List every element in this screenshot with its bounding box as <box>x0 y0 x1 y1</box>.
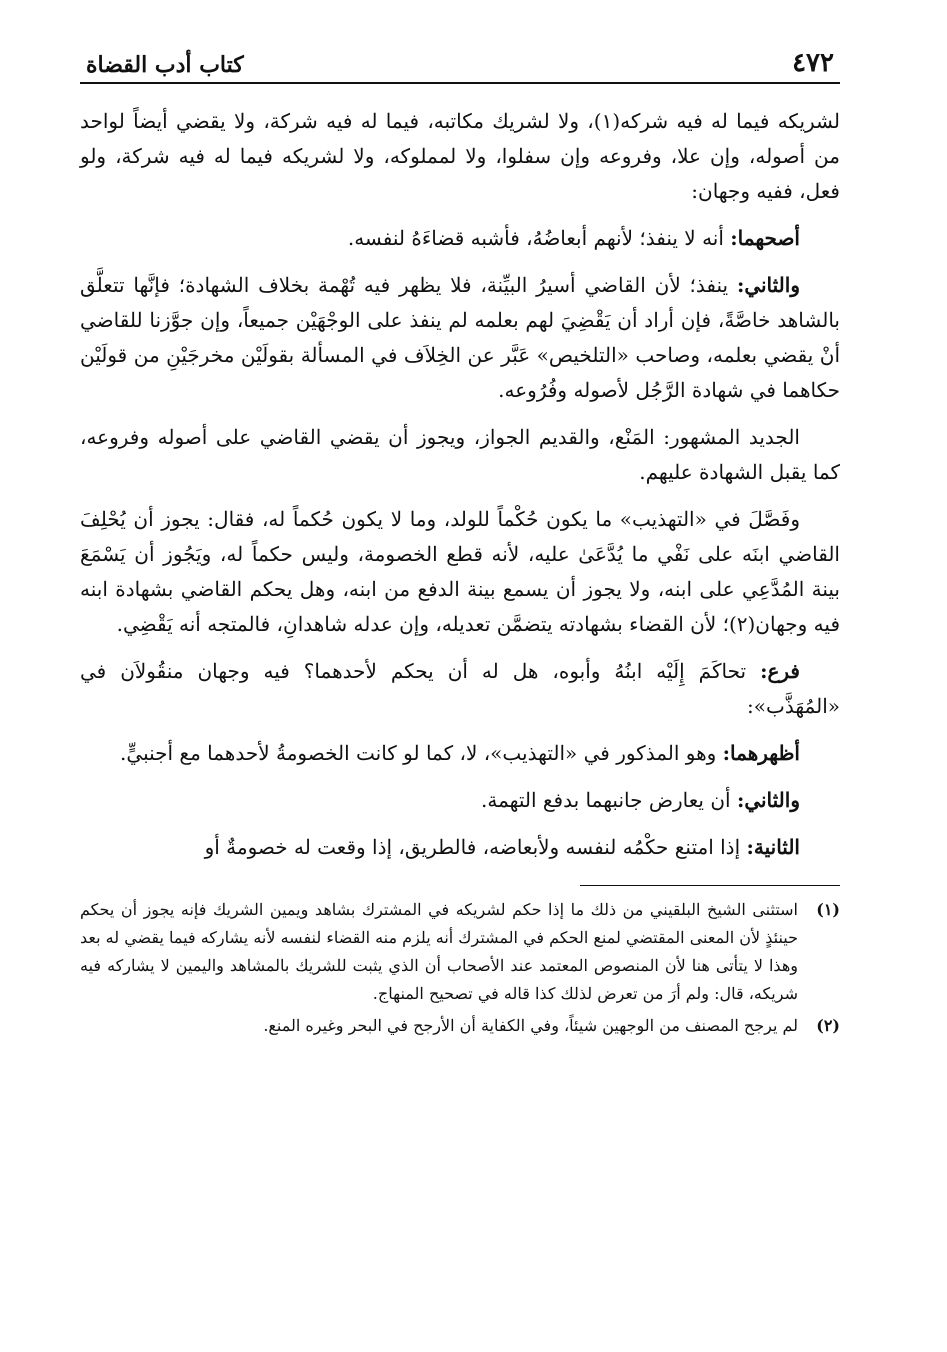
paragraph-lead: أصحهما: <box>730 226 800 250</box>
footnote-text: استثنى الشيخ البلقيني من ذلك ما إذا حكم لشريكه في المشترك بشاهد ويمين الشريك فإنه يجوز أن يحكم حينئذٍ لأن المعنى المقتضي لمنع الحكم في المشترك أنه يلزم منه القضاء لنفسه لأنه يشاركه فيما يقضي له بعد وهذا لا يتأتى هنا لأن المنصوص المعتمد عند الأصحاب أن الذي يثبت للشريك بالمشاهد واليمين لا يشاركه فيه شريكه، قال: ولم أرَ من تعرض لذلك كذا قاله في تصحيح المنهاج. <box>80 900 798 1003</box>
footnote <box>80 1012 840 1040</box>
paragraph-text: أن يعارض جانبهما بدفع التهمة. <box>481 788 737 812</box>
paragraph-text: وفَصَّلَ في «التهذيب» ما يكون حُكْماً للولد، وما لا يكون حُكماً له، فقال: يجوز أن يُحْلِفَ القاضي ابنَه على نَفْي ما يُدَّعَىٰ عليه، لأنه قطع الخصومة، وليس حكماً له، ويَجُوز أن يَسْمَعَ بينة المُدَّعِي على ابنه، ولا يجوز أن يسمع بينة الدفع من ابنه، وهل يحكم القاضي بشهادة ابنه فيه وجهان(٢)؛ لأن القضاء بشهادته يتضمَّن تعديله، وإن عدله شاهدانِ، فالمتجه أنه يَقْضِي. <box>80 507 840 636</box>
main-text <box>80 104 840 865</box>
book-page <box>80 30 840 1330</box>
paragraph <box>80 736 840 771</box>
paragraph <box>80 654 840 724</box>
paragraph-text: أنه لا ينفذ؛ لأنهم أبعاضُهُ، فأشبه قضاءَهُ لنفسه. <box>347 226 731 250</box>
page-header <box>80 30 840 84</box>
paragraph-lead: أظهرهما: <box>722 741 800 765</box>
page-number: ٤٧٢ <box>792 48 834 78</box>
paragraph <box>80 420 840 490</box>
book-title: كتاب أدب القضاة <box>86 52 244 78</box>
paragraph <box>80 104 840 209</box>
paragraph-text: إذا امتنع حكْمُه لنفسه ولأبعاضه، فالطريق، إذا وقعت له خصومةٌ أو <box>204 835 747 859</box>
paragraph <box>80 830 840 865</box>
footnote-text: لم يرجح المصنف من الوجهين شيئاً، وفي الكفاية أن الأرجح في البحر وغيره المنع. <box>263 1016 798 1035</box>
footnote-number: (٢) <box>816 1016 840 1035</box>
paragraph-text: ينفذ؛ لأن القاضي أسيرُ البيِّنة، فلا يظهر فيه تُهْمة بخلاف الشهادة؛ فإنَّها تتعلَّق بالشاهد خاصَّةً، فإن أراد أن يَقْضِيَ لهم بعلمه لم ينفذ على الوجْهَيْن جميعاً، وإن جوَّزنا للقاضي أنْ يقضي بعلمه، وصاحب «التلخيص» عَبَّر عن الخِلاَف في المسألة بقولَيْن مخرجَيْنِ من قولَيْن حكاهما في شهادة الرَّجُل لأصوله وفُرُوعه. <box>80 273 840 402</box>
paragraph-lead: والثاني: <box>736 788 800 812</box>
paragraph <box>80 502 840 642</box>
paragraph <box>80 221 840 256</box>
paragraph-text: تحاكَمَ إِلَيْه ابنُهُ وأبوه، هل له أن يحكم لأحدهما؟ فيه وجهان منقُولاَن في «المُهَذَّب»: <box>80 659 840 718</box>
paragraph-text: لشريكه فيما له فيه شركه(١)، ولا لشريك مكاتبه، فيما له فيه شركة، ولا يقضي أيضاً لواحد من أصوله، وإن علا، وفروعه وإن سفلوا، ولا لمملوكه، ولا لشريكه فيما له فيه شركة، ولو فعل، ففيه وجهان: <box>80 109 840 203</box>
footnote-separator <box>580 885 840 886</box>
paragraph-lead: فرع: <box>760 659 800 683</box>
paragraph-text: وهو المذكور في «التهذيب»، لا، كما لو كانت الخصومةُ لأحدهما مع أجنبيٍّ. <box>120 741 723 765</box>
footnotes <box>80 896 840 1040</box>
paragraph <box>80 268 840 408</box>
paragraph-lead: الثانية: <box>746 835 800 859</box>
paragraph <box>80 783 840 818</box>
paragraph-text: الجديد المشهور: المَنْع، والقديم الجواز، ويجوز أن يقضي القاضي على أصوله وفروعه، كما يقبل الشهادة عليهم. <box>80 425 840 484</box>
footnote-number: (١) <box>816 900 840 919</box>
footnote <box>80 896 840 1008</box>
paragraph-lead: والثاني: <box>736 273 800 297</box>
